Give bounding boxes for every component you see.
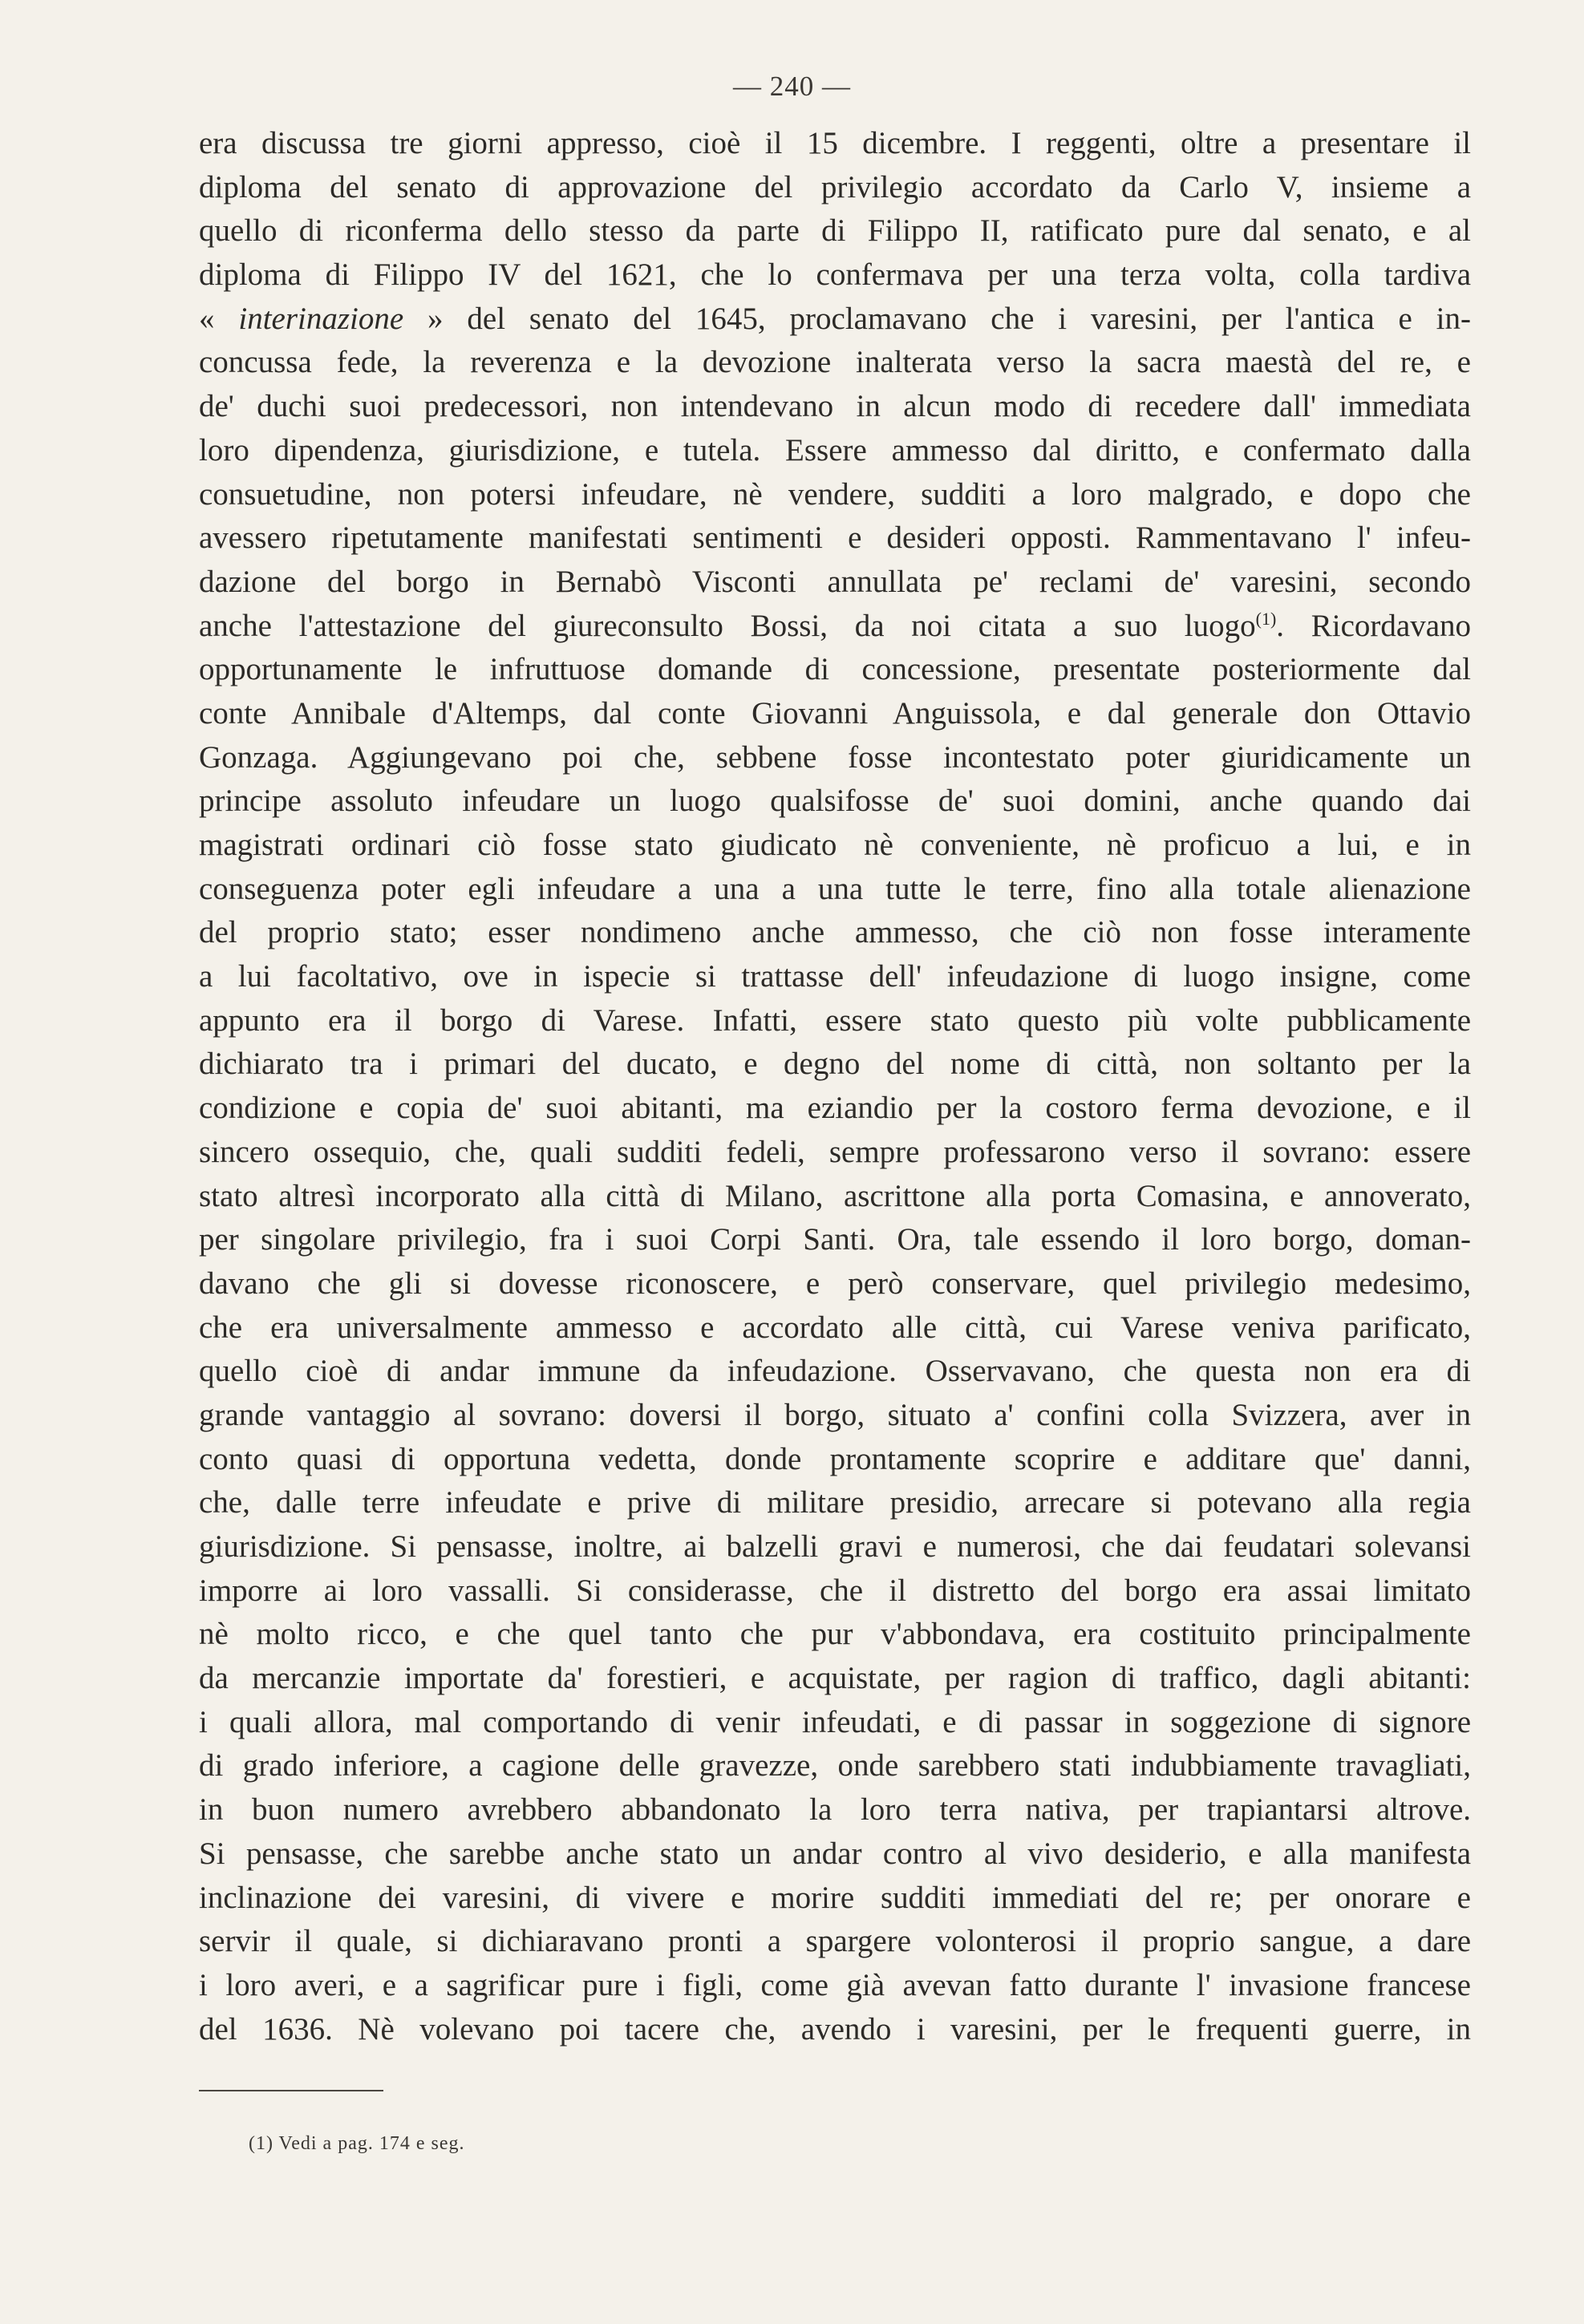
text-line: di grado inferiore, a cagione delle gravezze, onde sarebbero stati indubbiamente travagliati, [199,1748,1471,1783]
text-line: principe assoluto infeudare un luogo qualsifosse de' suoi domini, anche quando dai [199,783,1471,819]
text-line: era discussa tre giorni appresso, cioè il 15 dicembre. I reggenti, oltre a presentare il [199,126,1471,160]
text-line: grande vantaggio al sovrano: doversi il borgo, situato a' confini colla Svizzera, aver in [199,1397,1471,1432]
text-line: davano che gli si dovesse riconoscere, e però conservare, quel privilegio medesimo, [199,1265,1471,1301]
text-line: i quali allora, mal comportando di venir infeudati, e di passar in soggezione di signore [199,1704,1471,1739]
text-line: i loro averi, e a sagrificar pure i figli, come già avevan fatto durante l' invasione francese [199,1967,1471,2002]
text-line: stato altresì incorporato alla città di Milano, ascrittone alla porta Comasina, e annoverato, [199,1178,1471,1213]
text-line: che, dalle terre infeudate e prive di militare presidio, arrecare si potevano alla regia [199,1485,1471,1520]
text-line: dichiarato tra i primari del ducato, e degno del nome di città, non soltanto per la [199,1047,1471,1082]
text-line: conte Annibale d'Altemps, dal conte Giovanni Anguissola, e dal generale don Ottavio [199,695,1471,731]
text-line: conto quasi di opportuna vedetta, donde prontamente scoprire e additare que' danni, [199,1441,1471,1476]
text-line: nè molto ricco, e che quel tanto che pur v'abbondava, era costituito principalmente [199,1617,1471,1652]
text-line: quello di riconferma dello stesso da parte di Filippo II, ratificato pure dal senato, e al [199,213,1471,249]
text-line: diploma del senato di approvazione del privilegio accordato da Carlo V, insieme a [199,169,1471,204]
text-line: condizione e copia de' suoi abitanti, ma eziandio per la costoro ferma devozione, e il [199,1091,1471,1126]
text-line: loro dipendenza, giurisdizione, e tutela. Essere ammesso dal diritto, e confermato dalla [199,432,1471,468]
body-text [199,122,1471,2051]
text-line: servir il quale, si dichiaravano pronti a spargere volonterosi il proprio sangue, a dare [199,1924,1471,1959]
text-line: Gonzaga. Aggiungevano poi che, sebbene fosse incontestato poter giuridicamente un [199,739,1471,775]
text-line: conseguenza poter egli infeudare a una a una tutte le terre, fino alla totale alienazione [199,871,1471,906]
text-line: in buon numero avrebbero abbandonato la loro terra nativa, per trapiantarsi altrove. [199,1792,1471,1828]
text-line: avessero ripetutamente manifestati sentimenti e desideri opposti. Rammentavano l' infeu- [199,520,1471,556]
text-line: giurisdizione. Si pensasse, inoltre, ai balzelli gravi e numerosi, che dai feudatari solevansi [199,1529,1471,1564]
text-line: quello cioè di andar immune da infeudazione. Osservavano, che questa non era di [199,1354,1471,1389]
text-line [199,605,1471,649]
text-line: imporre ai loro vassalli. Si considerasse, che il distretto del borgo era assai limitato [199,1573,1471,1608]
text-line: del 1636. Nè volevano poi tacere che, avendo i varesini, per le frequenti guerre, in [199,2011,1471,2047]
text-line [199,298,1471,342]
italic-term: interinazione [238,301,404,336]
text-line: del proprio stato; esser nondimeno anche ammesso, che ciò non fosse interamente [199,915,1471,950]
text-fragment: anche l'attestazione del giureconsulto Bossi, da noi citata a suo luogo [199,608,1256,643]
page-number: — 240 — [733,71,851,102]
text-fragment: » del senato del 1645, proclamavano che i varesini, per l'antica e in- [403,301,1471,336]
footnote-divider [199,2090,383,2091]
footnote-reference[interactable]: (1) [1255,608,1277,629]
text-fragment: . Ricordavano [1276,608,1471,643]
text-line: a lui facoltativo, ove in ispecie si trattasse dell' infeudazione di luogo insigne, come [199,959,1471,994]
text-line: diploma di Filippo IV del 1621, che lo confermava per una terza volta, colla tardiva [199,257,1471,293]
text-line: Si pensasse, che sarebbe anche stato un andar contro al vivo desiderio, e alla manifesta [199,1836,1471,1871]
text-line: per singolare privilegio, fra i suoi Corpi Santi. Ora, tale essendo il loro borgo, doman- [199,1222,1471,1257]
footnote: (1) Vedi a pag. 174 e seg. [249,2133,465,2154]
text-line: opportunamente le infruttuose domande di concessione, presentate posteriormente dal [199,652,1471,687]
open-quote: « [199,301,239,336]
text-line: dazione del borgo in Bernabò Visconti annullata pe' reclami de' varesini, secondo [199,564,1471,599]
text-line: concussa fede, la reverenza e la devozione inalterata verso la sacra maestà del re, e [199,345,1471,380]
text-line: de' duchi suoi predecessori, non intendevano in alcun modo di recedere dall' immediata [199,389,1471,424]
text-line: inclinazione dei varesini, di vivere e morire sudditi immediati del re; per onorare e [199,1880,1471,1915]
text-line: sincero ossequio, che, quali sudditi fedeli, sempre professarono verso il sovrano: essere [199,1134,1471,1169]
text-line: da mercanzie importate da' forestieri, e acquistate, per ragion di traffico, dagli abitanti: [199,1661,1471,1696]
text-line: consuetudine, non potersi infeudare, nè vendere, sudditi a loro malgrado, e dopo che [199,476,1471,512]
text-line: appunto era il borgo di Varese. Infatti, essere stato questo più volte pubblicamente [199,1002,1471,1038]
text-line: magistrati ordinari ciò fosse stato giudicato nè conveniente, nè proficuo a lui, e in [199,828,1471,862]
text-line: che era universalmente ammesso e accordato alle città, cui Varese veniva parificato, [199,1310,1471,1345]
